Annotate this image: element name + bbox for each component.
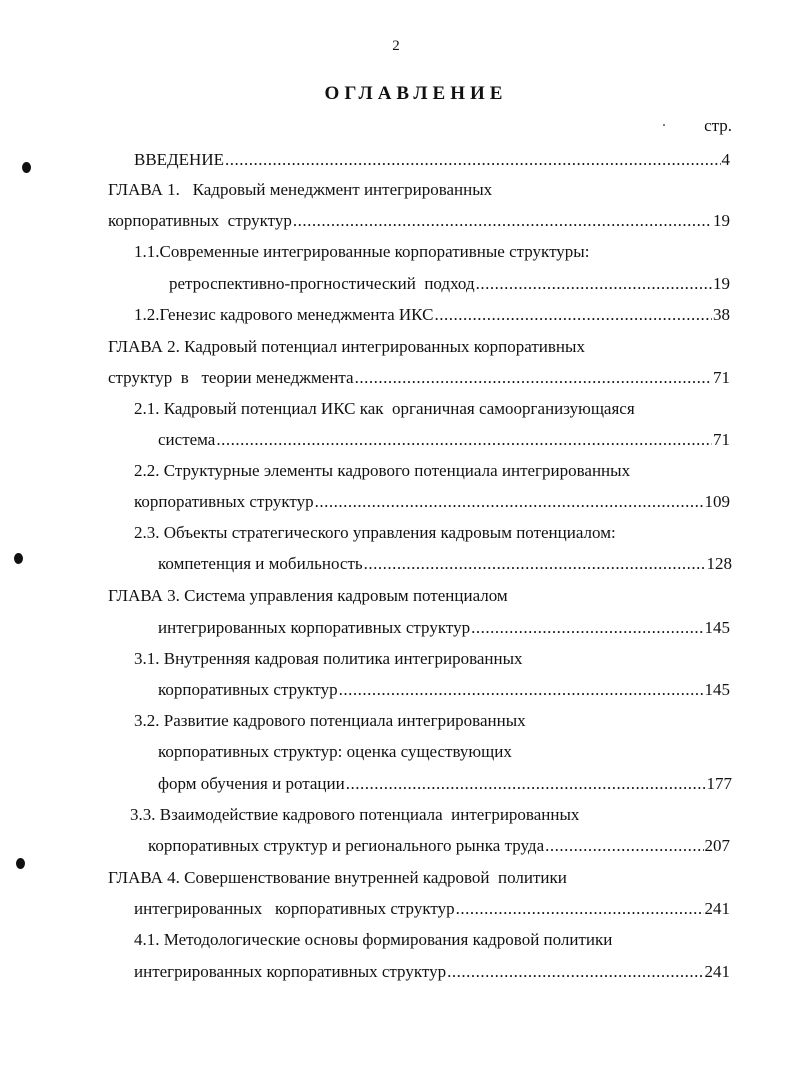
toc-entry-text: ГЛАВА 1. Кадровый менеджмент интегрированных — [108, 180, 493, 199]
toc-title: ОГЛАВЛЕНИЕ — [324, 83, 508, 104]
toc-entry — [169, 268, 730, 300]
toc-heading-line — [108, 174, 492, 206]
toc-entry — [148, 830, 730, 862]
toc-entry-text: компетенция и мобильность — [158, 554, 363, 573]
dot-leader — [434, 299, 712, 331]
toc-entry-text: 3.2. Развитие кадрового потенциала интегрированных — [134, 711, 526, 730]
toc-page-number: 109 — [704, 492, 730, 511]
toc-entry — [134, 956, 730, 988]
dot-leader — [447, 956, 703, 988]
toc-entry — [158, 424, 730, 456]
page-column-label: стр. — [704, 116, 732, 135]
toc-heading-line — [134, 455, 630, 487]
toc-entry — [158, 548, 732, 580]
punch-hole-mark — [22, 162, 31, 173]
toc-page-number: 19 — [713, 211, 730, 230]
toc-entry-text: ГЛАВА 4. Совершенствование внутренней кадровой политики — [108, 868, 567, 887]
toc-entry-text: 2.1. Кадровый потенциал ИКС как органичная самоорганизующаяся — [134, 399, 635, 418]
toc-heading-line — [134, 643, 523, 675]
dot-leader — [456, 893, 704, 925]
toc-entry — [134, 893, 730, 925]
dot-leader — [476, 268, 712, 300]
toc-entry — [108, 362, 730, 394]
toc-entry-text: система — [158, 430, 216, 449]
toc-heading-line — [108, 862, 567, 894]
toc-entry — [134, 299, 730, 331]
toc-heading-line — [134, 924, 612, 956]
dot-leader — [471, 612, 703, 644]
dot-leader — [346, 768, 706, 800]
toc-heading-line — [108, 331, 585, 363]
toc-heading-line — [134, 236, 589, 268]
dot-leader — [216, 424, 712, 456]
toc-heading-line — [134, 705, 526, 737]
toc-entry — [134, 144, 730, 176]
dot-leader — [225, 144, 721, 176]
toc-entry-text: 4.1. Методологические основы формирования кадровой политики — [134, 930, 613, 949]
toc-entry-text: интегрированных корпоративных структур — [134, 899, 455, 918]
toc-entry-text: корпоративных структур: оценка существующих — [158, 742, 512, 761]
toc-entry-text: 2.2. Структурные элементы кадрового потенциала интегрированных — [134, 461, 631, 480]
toc-page-number: 207 — [704, 836, 730, 855]
toc-entry-text: 1.2.Генезис кадрового менеджмента ИКС — [134, 305, 434, 324]
toc-entry-text: 3.3. Взаимодействие кадрового потенциала интегрированных — [130, 805, 580, 824]
toc-entry-text: ретроспективно-прогностический подход — [169, 274, 475, 293]
toc-entry-text: форм обучения и ротации — [158, 774, 345, 793]
toc-entry-text: ВВЕДЕНИЕ — [134, 150, 224, 169]
toc-page-number: 19 — [713, 274, 730, 293]
toc-entry-text: интегрированных корпоративных структур — [158, 618, 471, 637]
toc-page-number: 71 — [713, 430, 730, 449]
toc-page-number: 145 — [704, 680, 730, 699]
dot-leader — [339, 674, 704, 706]
toc-entry-text: структур в теории менеджмента — [108, 368, 354, 387]
toc-page-number: 241 — [704, 899, 730, 918]
toc-page-number: 128 — [706, 554, 732, 573]
toc-heading-line — [130, 799, 579, 831]
toc-entry-text: корпоративных структур — [158, 680, 338, 699]
toc-entry — [158, 768, 732, 800]
toc-entry — [134, 486, 730, 518]
toc-heading-line — [134, 393, 635, 425]
toc-page-number: 71 — [713, 368, 730, 387]
toc-entry-text: ГЛАВА 3. Система управления кадровым потенциалом — [108, 586, 508, 605]
dot-leader — [293, 205, 712, 237]
toc-page-number: 145 — [704, 618, 730, 637]
toc-entry-text: корпоративных структур — [134, 492, 314, 511]
toc-page-number: 177 — [706, 774, 732, 793]
toc-entry-text: ГЛАВА 2. Кадровый потенциал интегрированных корпоративных — [108, 337, 585, 356]
toc-entry — [108, 205, 730, 237]
toc-heading-line — [158, 736, 512, 768]
toc-heading-line — [134, 517, 616, 549]
toc-page-number: 241 — [704, 962, 730, 981]
toc-entry-text: 3.1. Внутренняя кадровая политика интегрированных — [134, 649, 523, 668]
toc-entry-text: корпоративных структур — [108, 211, 292, 230]
scan-speck — [663, 124, 665, 126]
punch-hole-mark — [14, 553, 23, 564]
dot-leader — [315, 486, 704, 518]
toc-entry-text: 2.3. Объекты стратегического управления кадровым потенциалом: — [134, 523, 616, 542]
dot-leader — [545, 830, 703, 862]
toc-entry — [158, 674, 730, 706]
toc-entry — [158, 612, 730, 644]
dot-leader — [364, 548, 706, 580]
toc-page-number: 38 — [713, 305, 730, 324]
page-number: 2 — [392, 38, 400, 54]
toc-page-number: 4 — [721, 150, 730, 169]
toc-entry-text: корпоративных структур и регионального рынка труда — [148, 836, 545, 855]
toc-entry-text: 1.1.Современные интегрированные корпоративные структуры: — [134, 242, 590, 261]
punch-hole-mark — [16, 858, 25, 869]
dot-leader — [355, 362, 712, 394]
toc-entry-text: интегрированных корпоративных структур — [134, 962, 447, 981]
toc-heading-line — [108, 580, 508, 612]
